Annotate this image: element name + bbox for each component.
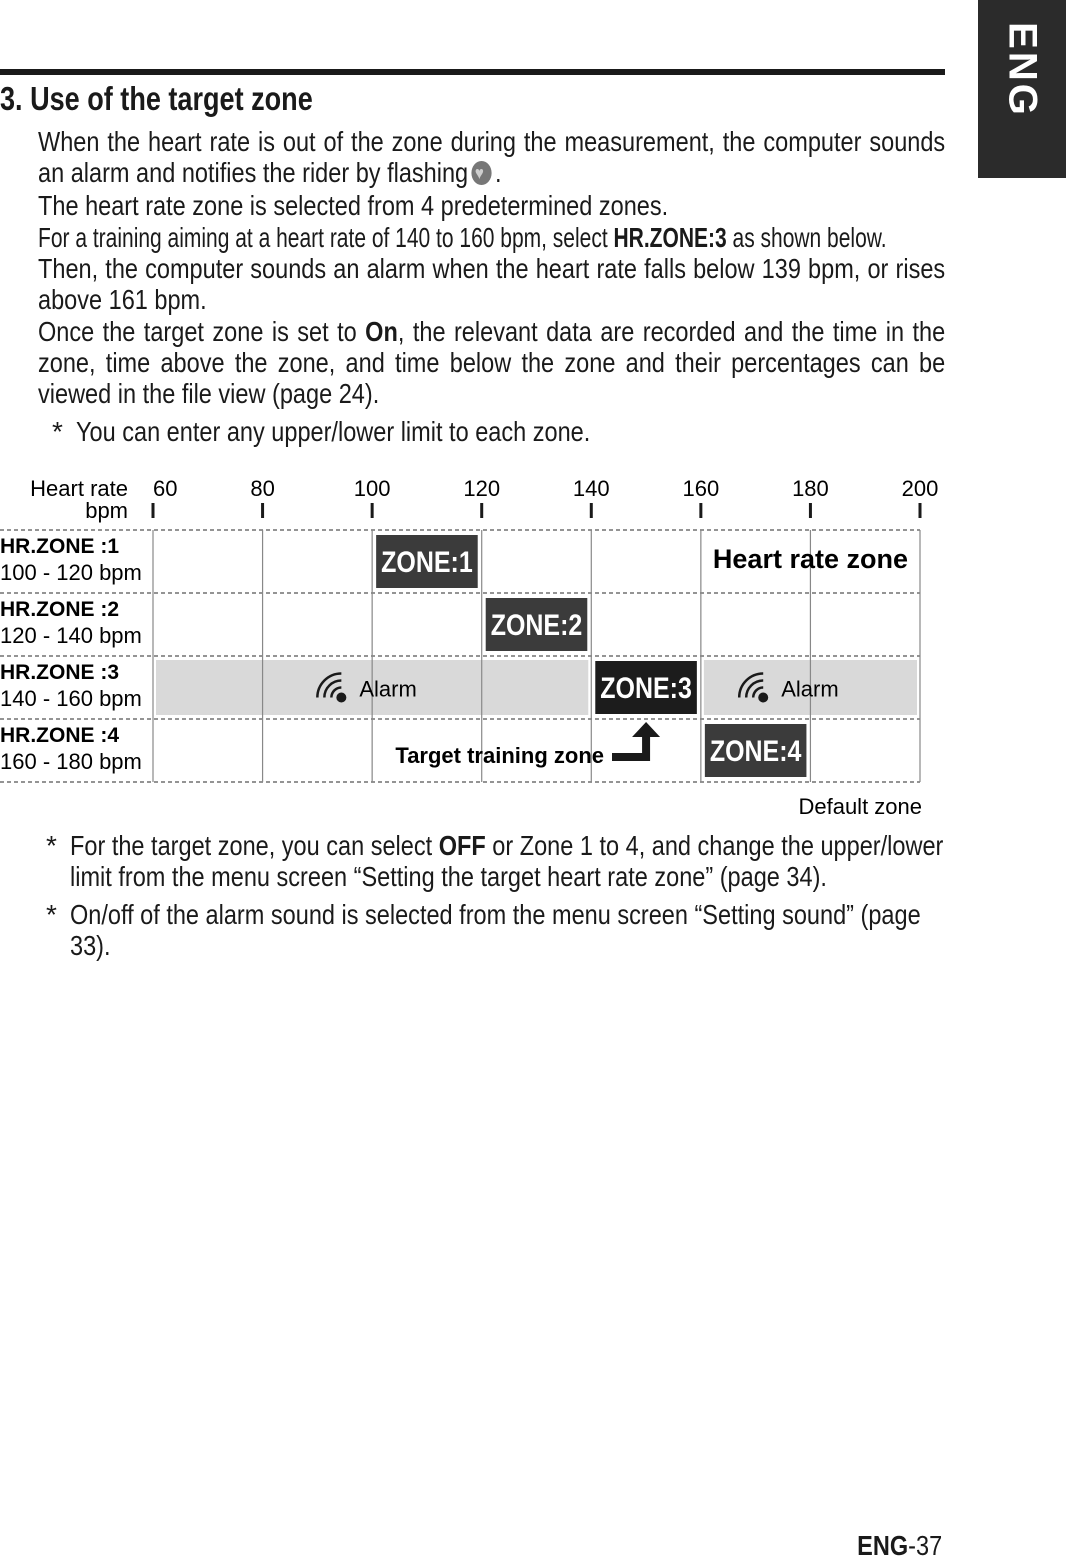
default-zone-label: Default zone [798,794,922,819]
zone-row-range: 160 - 180 bpm [0,749,142,774]
target-arrow-icon [612,722,660,761]
tick-label: 60 [153,476,178,501]
language-tab-label: ENG [1000,22,1045,118]
heart-rate-zone-chart [0,470,945,830]
axis-label-heart-rate: Heart rate [30,476,128,501]
paragraph-zone-select: The heart rate zone is selected from 4 predetermined zones. [38,190,669,221]
alarm-label: Alarm [781,676,839,702]
zone-badge-label: ZONE:2 [490,609,583,642]
zone-badge-label: ZONE:3 [600,672,692,705]
zone-row-range: 100 - 120 bpm [0,560,142,585]
tick-label: 120 [463,476,501,501]
zone-badge-label: ZONE:4 [709,735,802,768]
paragraph-alarm-limits: Then, the computer sounds an alarm when the heart rate falls below 139 bpm, or rises above 161 bpm. [38,253,946,315]
alarm-label: Alarm [359,676,417,702]
tick-label: 80 [250,476,275,501]
zone-row-name: HR.ZONE :1 [0,535,120,558]
paragraph-alarm: When the heart rate is out of the zone during the measurement, the computer sounds an alarm and notifies the rider by flashing♥ . [38,126,945,188]
tick-label: 180 [792,476,829,501]
tick-label: 100 [353,476,391,501]
section-heading: 3. Use of the target zone [0,80,313,117]
tick-label: 140 [572,476,610,501]
page-number: ENG-37 [857,1530,942,1561]
zone-row-name: HR.ZONE :4 [0,724,120,747]
paragraph-example: For a training aiming at a heart rate of 140 to 160 bpm, select HR.ZONE:3 as shown below. [38,222,887,253]
zone-row-range: 120 - 140 bpm [0,623,142,648]
zone-row-name: HR.ZONE :2 [0,598,120,621]
zone-badge-label: ZONE:1 [381,546,473,579]
axis-label-bpm: bpm [85,498,128,523]
tick-label: 200 [901,476,939,501]
chart-ticks [153,476,938,518]
language-tab [978,0,1066,178]
tick-label: 160 [682,476,720,501]
heart-icon [472,161,492,185]
zone-row-name: HR.ZONE :3 [0,661,120,684]
target-training-zone-label: Target training zone [395,743,604,768]
heart-rate-zone-label: Heart rate zone [712,544,908,574]
paragraph-recording: Once the target zone is set to On, the relevant data are recorded and the time in the zone, time above the zone, and time below the zone and their percentages can be viewed in the file view (page 24). [38,316,946,409]
zone-row-range: 140 - 160 bpm [0,686,142,711]
section-rule [0,69,945,75]
